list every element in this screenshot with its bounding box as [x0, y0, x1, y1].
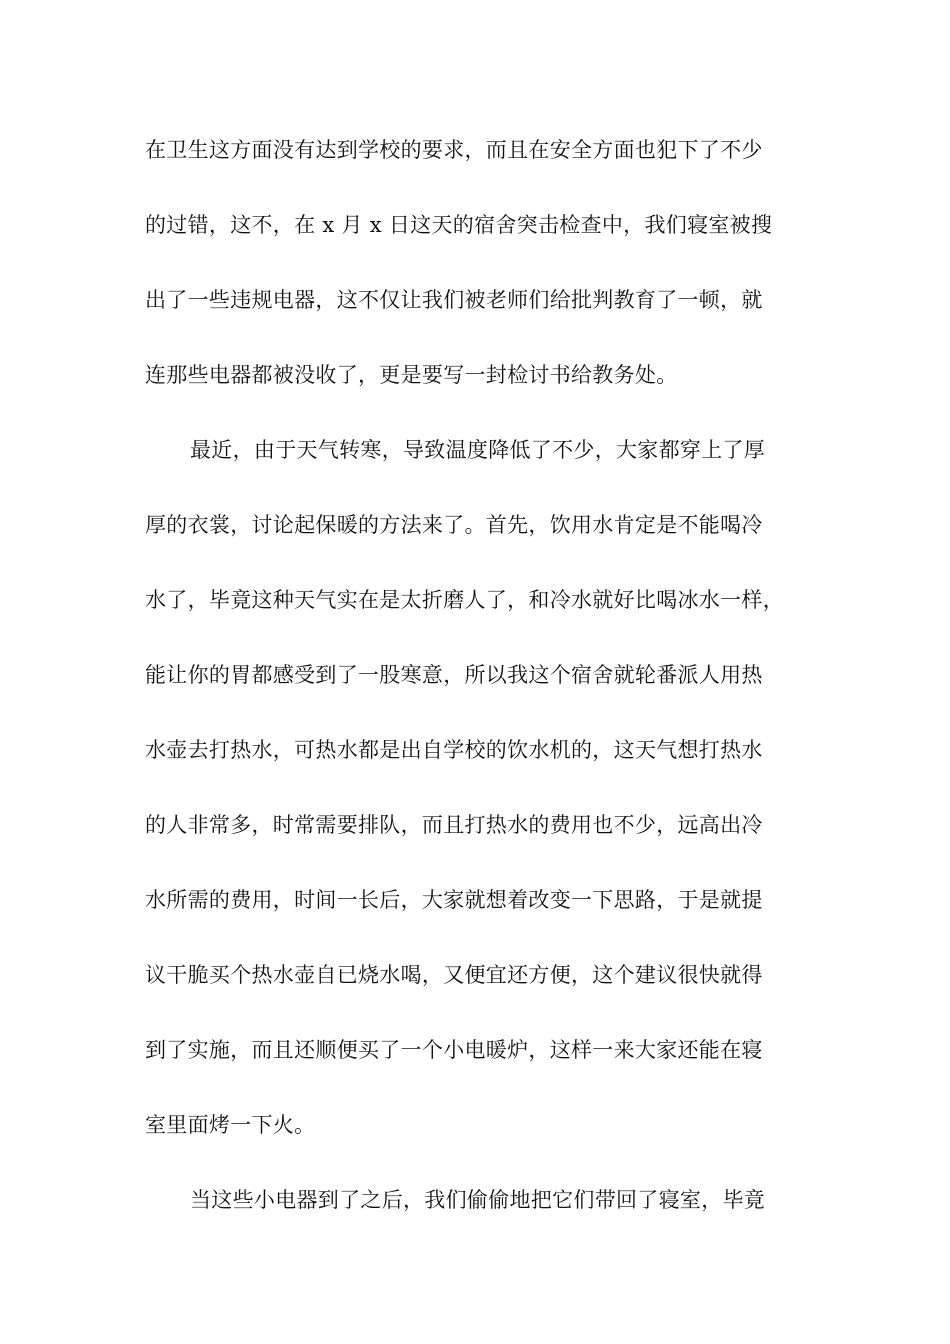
text-line: 连那些电器都被没收了，更是要写一封检讨书给教务处。 [145, 363, 678, 387]
text-line: 在卫生这方面没有达到学校的要求，而且在安全方面也犯下了不少 [145, 138, 763, 162]
text-line: 水所需的费用，时间一长后，大家就想着改变一下思路，于是就提 [145, 888, 763, 912]
text-line: 的过错，这不，在 x 月 x 日这天的宿舍突击检查中，我们寝室被搜 [145, 213, 773, 237]
text-line: 议干脆买个热水壶自已烧水喝，又便宜还方便，这个建议很快就得 [145, 963, 763, 987]
text-line: 厚的衣裳，讨论起保暖的方法来了。首先，饮用水肯定是不能喝冷 [145, 513, 763, 537]
text-line: 能让你的胃都感受到了一股寒意，所以我这个宿舍就轮番派人用热 [145, 663, 763, 687]
text-line: 室里面烤一下火。 [145, 1113, 316, 1137]
text-line: 水壶去打热水，可热水都是出自学校的饮水机的，这天气想打热水 [145, 738, 763, 762]
text-line: 的人非常多，时常需要排队，而且打热水的费用也不少，远高出冷 [145, 813, 763, 837]
paragraph-first-line: 最近，由于天气转寒，导致温度降低了不少，大家都穿上了厚 [190, 438, 766, 462]
text-line: 水了，毕竟这种天气实在是太折磨人了，和冷水就好比喝冰水一样， [145, 588, 784, 612]
text-line: 到了实施，而且还顺便买了一个小电暖炉，这样一来大家还能在寝 [145, 1038, 763, 1062]
text-line: 出了一些违规电器，这不仅让我们被老师们给批判教育了一顿，就 [145, 288, 763, 312]
paragraph-first-line: 当这些小电器到了之后，我们偷偷地把它们带回了寝室，毕竟 [190, 1188, 766, 1212]
